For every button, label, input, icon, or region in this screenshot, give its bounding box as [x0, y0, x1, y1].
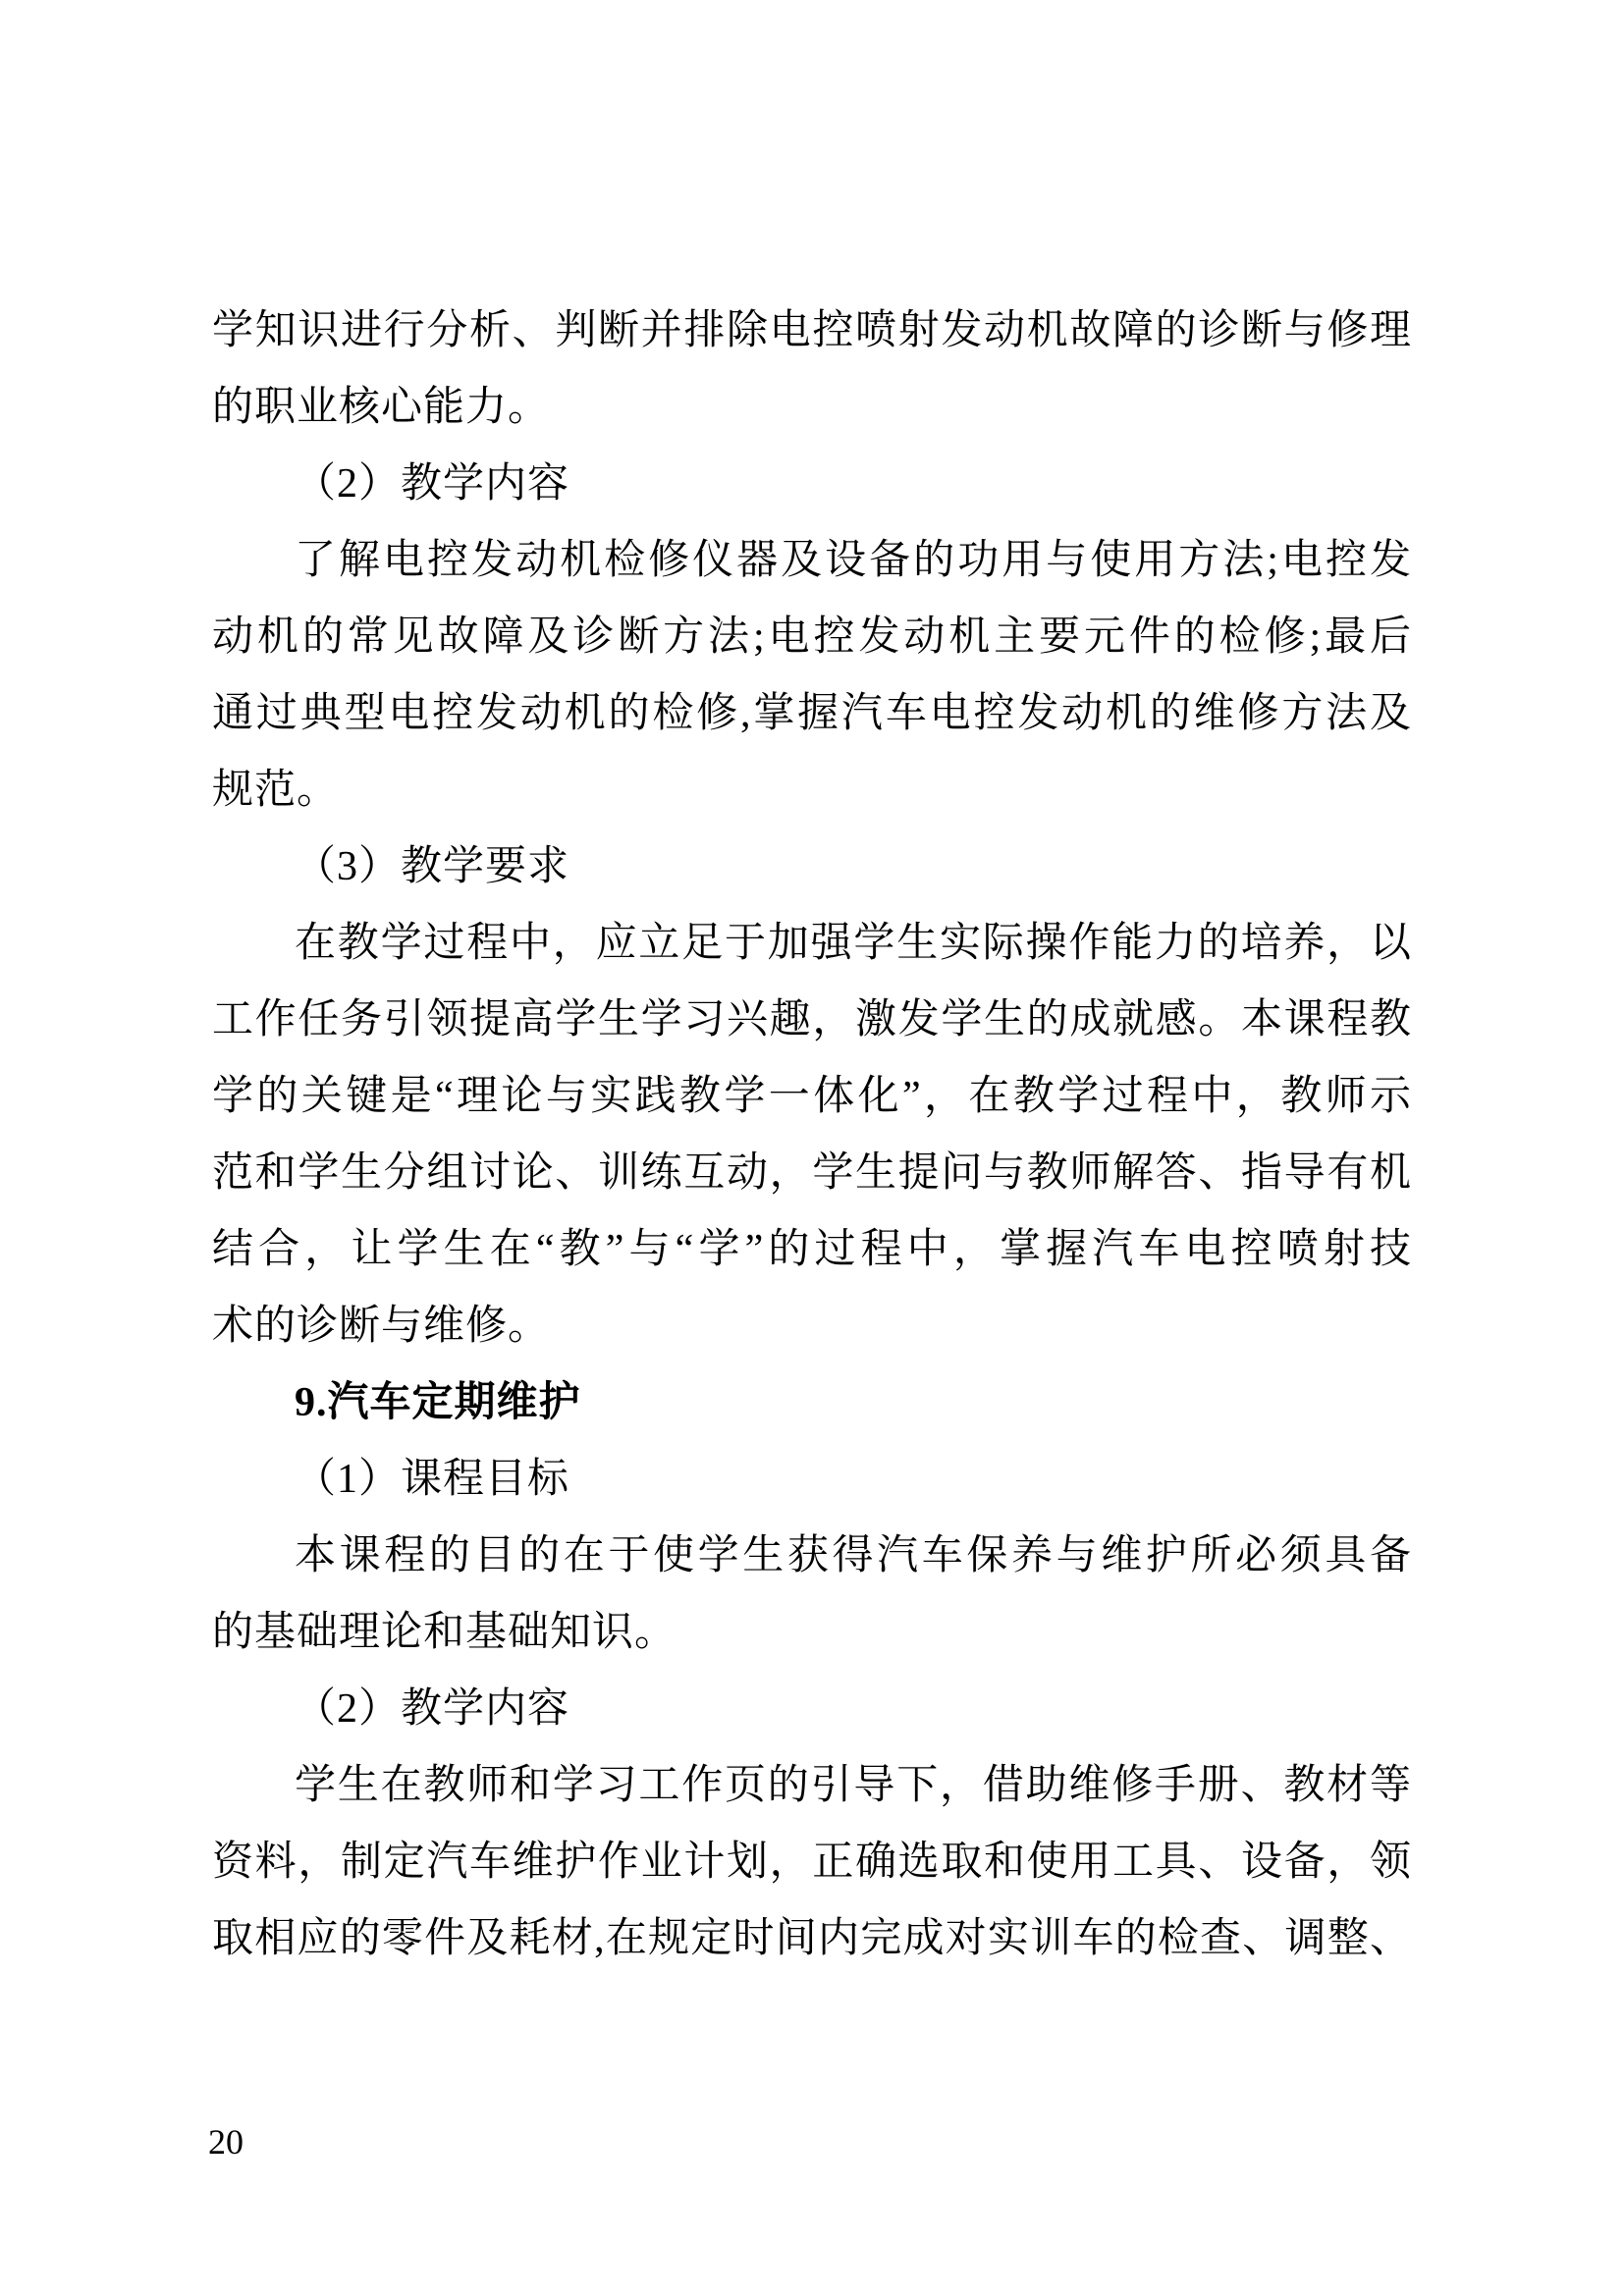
- text-line: 资料，制定汽车维护作业计划，正确选取和使用工具、设备，领: [212, 1840, 1412, 1885]
- text-line: 通过典型电控发动机的检修,掌握汽车电控发动机的维修方法及: [212, 691, 1412, 736]
- text-line: 范和学生分组讨论、训练互动，学生提问与教师解答、指导有机: [212, 1150, 1412, 1196]
- text-line: 动机的常见故障及诊断方法;电控发动机主要元件的检修;最后: [212, 614, 1412, 660]
- page-body: [212, 293, 1412, 1977]
- section-subheading: （2）教学内容: [295, 1686, 570, 1732]
- text-line: 规范。: [212, 768, 340, 813]
- section-subheading: （2）教学内容: [295, 461, 570, 507]
- text-line: 学的关键是“理论与实践教学一体化”，在教学过程中，教师示: [212, 1074, 1412, 1119]
- text-line: 的基础理论和基础知识。: [212, 1610, 677, 1655]
- text-line: 结合，让学生在“教”与“学”的过程中，掌握汽车电控喷射技: [212, 1227, 1412, 1272]
- text-line: 学知识进行分析、判断并排除电控喷射发动机故障的诊断与修理: [212, 308, 1412, 353]
- section-subheading: （1）课程目标: [295, 1457, 570, 1502]
- section-subheading: （3）教学要求: [295, 844, 570, 889]
- page-number: 20: [208, 2122, 244, 2162]
- text-line: 术的诊断与维修。: [212, 1304, 551, 1349]
- text-line: 在教学过程中，应立足于加强学生实际操作能力的培养，以: [295, 921, 1412, 966]
- text-line: 工作任务引领提高学生学习兴趣，激发学生的成就感。本课程教: [212, 997, 1412, 1042]
- text-line: 本课程的目的在于使学生获得汽车保养与维护所必须具备: [295, 1533, 1412, 1578]
- text-line: 学生在教师和学习工作页的引导下，借助维修手册、教材等: [295, 1763, 1412, 1808]
- text-line: 的职业核心能力。: [212, 385, 551, 430]
- text-line: 取相应的零件及耗材,在规定时间内完成对实训车的检查、调整、: [212, 1916, 1412, 1961]
- section-heading: 9.汽车定期维护: [295, 1380, 581, 1425]
- text-line: 了解电控发动机检修仪器及设备的功用与使用方法;电控发: [295, 538, 1412, 583]
